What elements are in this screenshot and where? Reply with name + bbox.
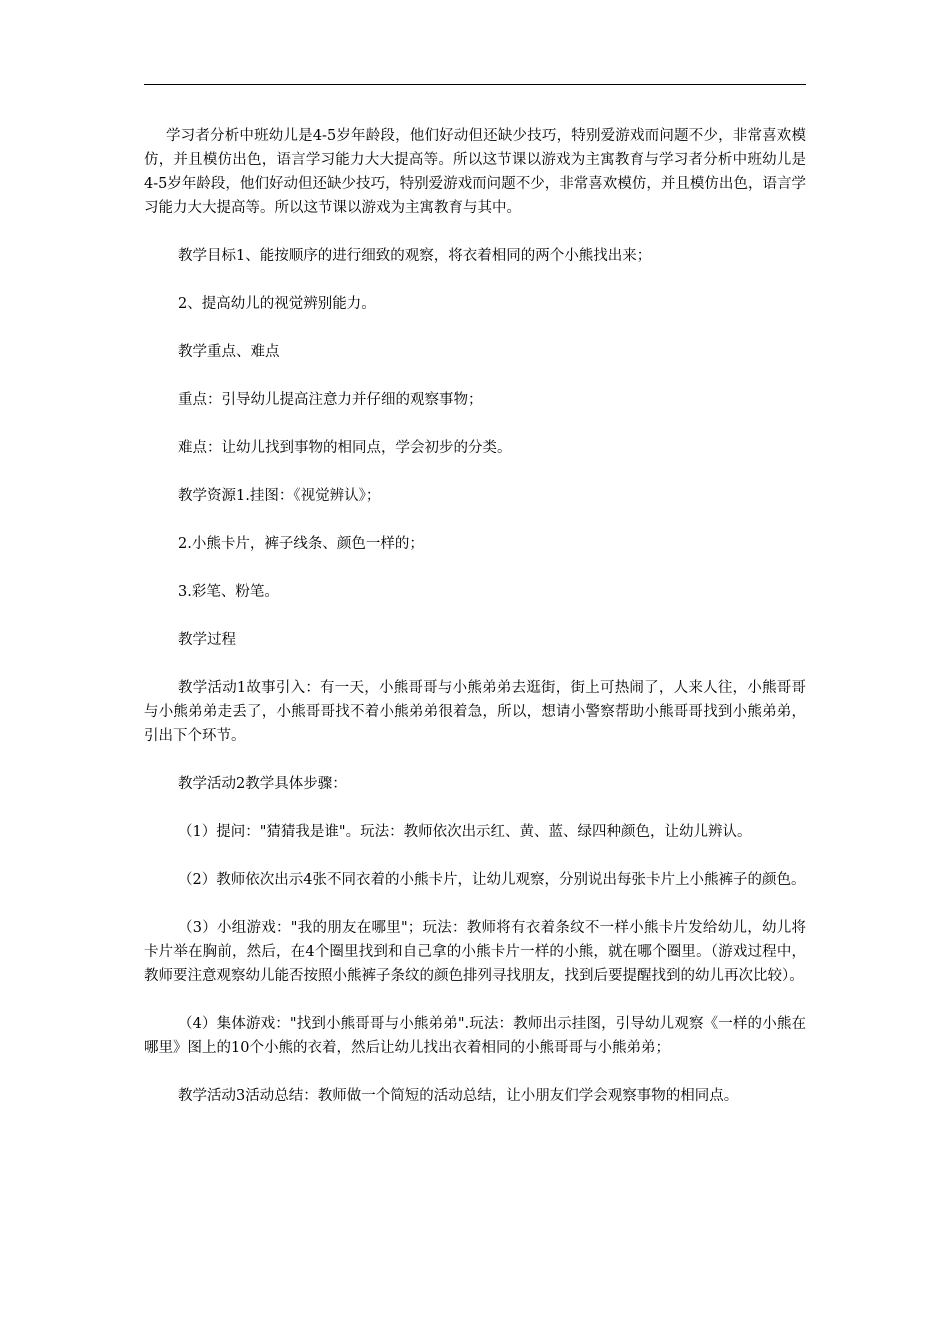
activity-2-step-2: （2）教师依次出示4张不同衣着的小熊卡片，让幼儿观察，分别说出每张卡片上小熊裤子的颜色。 (178, 872, 806, 888)
learner-analysis-paragraph: 学习者分析中班幼儿是4-5岁年龄段，他们好动但还缺少技巧，特别爱游戏而问题不少，非常喜欢模仿，并且模仿出色，语言学习能力大大提高等。所以这节课以游戏为主寓教育与学习者分析中班幼儿是4-5岁年龄段，他们好动但还缺少技巧，特别爱游戏而问题不少，非常喜欢模仿，并且模仿出色，语言学习能力大大提高等。所以这节课以游戏为主寓教育与其中。 (144, 128, 806, 216)
activity-3-summary: 教学活动3活动总结：教师做一个简短的活动总结，让小朋友们学会观察事物的相同点。 (178, 1088, 739, 1104)
activity-2-step-4: （4）集体游戏："找到小熊哥哥与小熊弟弟".玩法：教师出示挂图，引导幼儿观察《一样的小熊在哪里》图上的10个小熊的衣着，然后让幼儿找出衣着相同的小熊哥哥与小熊弟弟； (144, 1016, 806, 1056)
header-rule (144, 84, 806, 85)
activity-2-step-1: （1）提问："猜猜我是谁"。玩法：教师依次出示红、黄、蓝、绿四种颜色，让幼儿辨认。 (178, 824, 752, 840)
teaching-resource-1: 教学资源1.挂图：《视觉辨认》； (178, 488, 381, 504)
activity-1-story: 教学活动1故事引入：有一天，小熊哥哥与小熊弟弟去逛街，街上可热闹了，人来人往，小熊哥哥与小熊弟弟走丢了，小熊哥哥找不着小熊弟弟很着急，所以，想请小警察帮助小熊哥哥找到小熊弟弟，引出下个环节。 (144, 680, 806, 744)
key-points-heading: 教学重点、难点 (178, 344, 280, 360)
teaching-goal-2: 2、提高幼儿的视觉辨别能力。 (178, 296, 376, 312)
activity-2-heading: 教学活动2教学具体步骤： (178, 776, 347, 792)
teaching-resource-3: 3.彩笔、粉笔。 (178, 584, 279, 600)
difficult-point: 难点：让幼儿找到事物的相同点，学会初步的分类。 (178, 440, 512, 456)
teaching-resource-2: 2.小熊卡片，裤子线条、颜色一样的； (178, 536, 424, 552)
teaching-goal-1: 教学目标1、能按顺序的进行细致的观察，将衣着相同的两个小熊找出来； (178, 248, 652, 264)
teaching-process-heading: 教学过程 (178, 632, 236, 648)
activity-2-step-3: （3）小组游戏："我的朋友在哪里"；玩法：教师将有衣着条纹不一样小熊卡片发给幼儿，幼儿将卡片举在胸前，然后，在4个圈里找到和自己拿的小熊卡片一样的小熊，就在哪个圈里。（游戏过程中，教师要注意观察幼儿能否按照小熊裤子条纹的颜色排列寻找朋友，找到后要提醒找到的幼儿再次比较）。 (144, 920, 806, 984)
document-body (144, 124, 806, 1108)
key-point: 重点：引导幼儿提高注意力并仔细的观察事物； (178, 392, 483, 408)
